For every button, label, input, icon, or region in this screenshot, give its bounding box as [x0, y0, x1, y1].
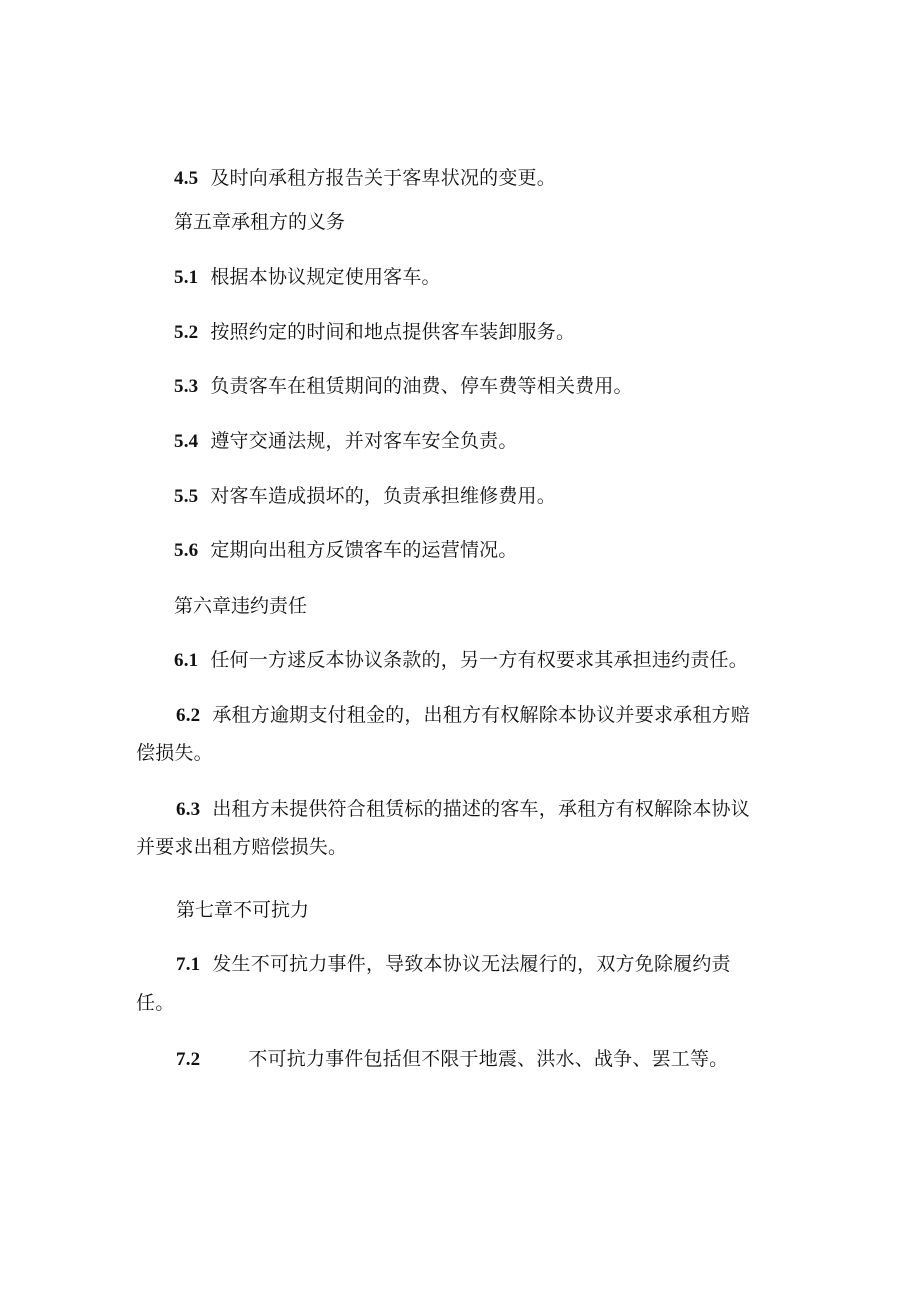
clause-7-1-line-1	[176, 952, 731, 977]
clause-number: 6.2	[176, 705, 201, 726]
clause-6-3-line-1	[176, 797, 750, 822]
clause-number: 5.1	[174, 267, 199, 288]
clause-5-2	[174, 320, 575, 345]
clause-number: 5.6	[174, 540, 199, 561]
chapter-6-heading: 第六章违约责任	[174, 595, 308, 617]
clause-5-3	[174, 374, 633, 399]
clause-text: 发生不可抗力事件，导致本协议无法履行的，双方免除履约责	[212, 953, 731, 975]
clause-number: 5.3	[174, 376, 199, 397]
clause-5-6	[174, 538, 518, 563]
clause-text: 负责客车在租赁期间的油费、停车费等相关费用。	[210, 375, 633, 397]
clause-number: 5.5	[174, 486, 199, 507]
clause-number: 5.2	[174, 322, 199, 343]
clause-6-3-line-2: 并要求出租方赔偿损失。	[136, 836, 348, 858]
clause-number: 7.1	[176, 954, 201, 975]
clause-text: 承租方逾期支付租金的，出租方有权解除本协议并要求承租方赔	[212, 704, 750, 726]
clause-text: 根据本协议规定使用客车。	[210, 266, 441, 288]
clause-text: 按照约定的时间和地点提供客车装卸服务。	[210, 321, 576, 343]
clause-6-2-line-1	[176, 703, 750, 728]
clause-5-5	[174, 484, 556, 509]
clause-text: 及时向承租方报告关于客卑状况的变更。	[210, 167, 556, 189]
chapter-7-heading: 第七章不可抗力	[176, 899, 310, 921]
clause-text: 任何一方逑反本协议条款的，另一方有权要求其承担违约责任。	[210, 649, 748, 671]
clause-6-2-line-2: 偿损失。	[136, 742, 213, 764]
clause-number: 6.1	[174, 650, 199, 671]
clause-number: 5.4	[174, 431, 199, 452]
clause-text: 对客车造成损坏的，负责承担维修费用。	[210, 485, 556, 507]
clause-4-5	[174, 166, 556, 191]
clause-text: 定期向出租方反馈客车的运营情况。	[210, 539, 518, 561]
clause-7-1-line-2: 任。	[136, 992, 175, 1014]
clause-5-1	[174, 265, 441, 290]
clause-number: 7.2	[176, 1049, 201, 1070]
clause-5-4	[174, 429, 518, 454]
clause-7-2	[176, 1047, 728, 1072]
clause-text: 出租方未提供符合租赁标的描述的客车，承租方有权解除本协议	[212, 798, 750, 820]
clause-number: 4.5	[174, 168, 199, 189]
clause-number: 6.3	[176, 799, 201, 820]
clause-text: 不可抗力事件包括但不限于地震、洪水、战争、罢工等。	[248, 1048, 729, 1070]
clause-text: 遵守交通法规，并对客车安全负责。	[210, 430, 518, 452]
chapter-5-heading: 第五章承租方的义务	[174, 211, 346, 233]
clause-6-1	[174, 648, 748, 673]
